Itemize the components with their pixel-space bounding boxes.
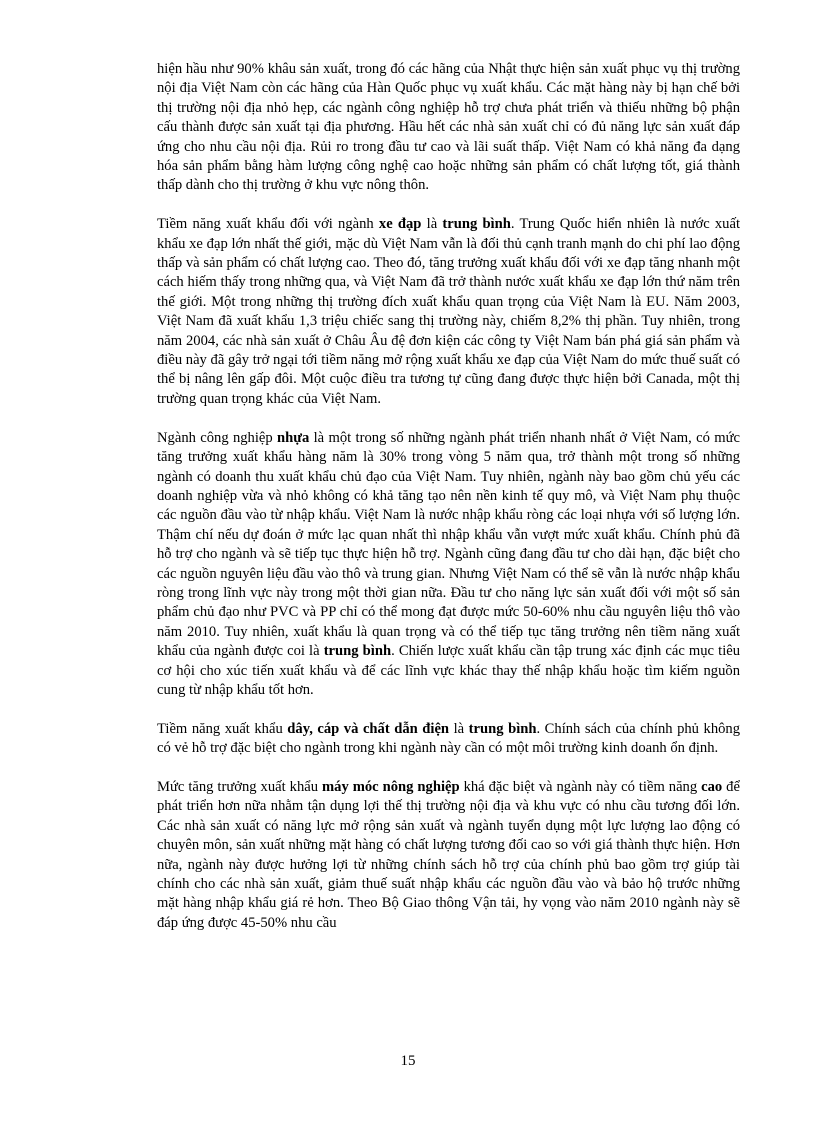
- text-run: hiện hầu như 90% khâu sản xuất, trong đó các hãng của Nhật thực hiện sản xuất phục vụ thị trường nội địa Việt Nam còn các hãng của Hàn Quốc phục vụ xuất khẩu. Các mặt hàng này bị hạn chế bởi thị trường nội địa nhỏ hẹp, các ngành công nghiệp hỗ trợ chưa phát triển và thiếu những bộ phận cấu thành được sản xuất tại địa phương. Hầu hết các nhà sản xuất chỉ có đủ năng lực sản xuất đáp ứng cho nhu cầu nội địa. Rủi ro trong đầu tư cao và lãi suất thấp. Việt Nam có khả năng đa dạng hóa sản phẩm bằng hàm lượng công nghệ cao hoặc những sản phẩm có chất lượng tốt, giá thành thấp dành cho thị trường ở khu vực nông thôn.: [157, 61, 740, 194]
- document-body: [157, 60, 740, 953]
- text-run: Ngành công nghiệp: [157, 429, 277, 446]
- bold-term: dây, cáp và chất dẫn điện: [287, 720, 450, 737]
- text-run: Mức tăng trưởng xuất khẩu: [157, 778, 322, 795]
- text-run: Tiềm năng xuất khẩu đối với ngành: [157, 216, 379, 233]
- paragraph-1: [157, 60, 740, 196]
- text-run: . Chính sách của chính phủ không có vẻ hỗ trợ đặc biệt cho ngành trong khi ngành này cần có một môi trường kinh doanh ổn định.: [157, 720, 741, 757]
- bold-term: cao: [701, 778, 723, 795]
- bold-term: trung bình: [323, 643, 392, 660]
- text-run: khá đặc biệt và ngành này có tiềm năng: [459, 778, 702, 795]
- text-run: là một trong số những ngành phát triển nhanh nhất ở Việt Nam, có mức tăng trưởng xuất khẩu hàng năm là 30% trong vòng 5 năm qua, trở thành một trong số những ngành có doanh thu xuất khẩu chủ đạo của Việt Nam. Tuy nhiên, ngành này bao gồm chủ yếu các doanh nghiệp vừa và nhỏ không có khả tăng tạo nên nền kinh tế quy mô, và Việt Nam phụ thuộc các nguồn đầu vào từ nhập khẩu. Việt Nam là nước nhập khẩu ròng các loại nhựa với số lượng lớn. Thậm chí nếu dự đoán ở mức lạc quan nhất thì nhập khẩu vẫn vượt mức xuất khẩu. Chính phủ đã hỗ trợ cho ngành và sẽ tiếp tục thực hiện hỗ trợ. Ngành cũng đang đầu tư cho dài hạn, đặc biệt cho các nguồn nguyên liệu đầu vào thô và trung gian. Nhưng Việt Nam có thể sẽ vẫn là nước nhập khẩu ròng trong lĩnh vực này trong một thời gian nữa. Đầu tư cho năng lực sản xuất đối với một số sản phẩm chủ đạo như PVC và PP chỉ có thể mong đạt được mức 50-60% nhu cầu nguyên liệu thô vào năm 2010. Tuy nhiên, xuất khẩu là quan trọng và có thể tiếp tục tăng trưởng nên tiềm năng xuất khẩu của ngành được coi là: [157, 429, 740, 660]
- text-run: Tiềm năng xuất khẩu: [157, 720, 288, 737]
- paragraph-2: [157, 215, 740, 409]
- paragraph-3: [157, 429, 740, 701]
- page-number: 15: [400, 1053, 416, 1069]
- text-run: để phát triển hơn nữa nhằm tận dụng lợi thế thị trường nội địa và khu vực có nhu cầu tương đối lớn. Các nhà sản xuất có năng lực mở rộng sản xuất và ngành tuyển dụng một lực lượng lao động có chuyên môn, sản xuất những mặt hàng có chất lượng tương đối cao so với giá thành thực hiện. Hơn nữa, ngành này được hưởng lợi từ những chính sách hỗ trợ của chính phủ bao gồm trợ giúp tài chính cho các nhà sản xuất, giảm thuế suất nhập khẩu các nguồn đầu vào và bảo hộ trước những mặt hàng nhập khẩu giá rẻ hơn. Theo Bộ Giao thông Vận tải, hy vọng vào năm 2010 ngành này sẽ đáp ứng được 45-50% nhu cầu: [157, 778, 740, 931]
- text-run: là: [449, 720, 469, 737]
- bold-term: trung bình: [442, 216, 511, 233]
- text-run: là: [421, 216, 443, 233]
- bold-term: xe đạp: [378, 216, 422, 233]
- paragraph-5: [157, 778, 740, 933]
- bold-term: trung bình: [468, 720, 537, 737]
- paragraph-4: [157, 720, 740, 759]
- bold-term: nhựa: [277, 429, 310, 446]
- text-run: . Trung Quốc hiển nhiên là nước xuất khẩu xe đạp lớn nhất thế giới, mặc dù Việt Nam vẫn là đối thủ cạnh tranh mạnh do chi phí lao động thấp và sản phẩm có chất lượng cao. Theo đó, tăng trưởng xuất khẩu đối với xe đạp tăng nhanh một cách hiếm thấy trong những qua, và Việt Nam đã trở thành nước xuất khẩu xe đạp lớn thứ năm trên thế giới. Một trong những thị trường đích xuất khẩu quan trọng của Việt Nam là EU. Năm 2003, Việt Nam đã xuất khẩu 1,3 triệu chiếc sang thị trường này, chiếm 8,2% thị phần. Tuy nhiên, trong năm 2004, các nhà sản xuất ở Châu Âu đệ đơn kiện các công ty Việt Nam bán phá giá sản phẩm và điều này đã gây trở ngại tới tiềm năng mở rộng xuất khẩu xe đạp của Việt Nam do mức thuế suất có thể bị nâng lên gấp đôi. Một cuộc điều tra tương tự cũng đang được thực hiện bởi Canada, một thị trường quan trọng khác của Việt Nam.: [157, 216, 741, 407]
- text-run: . Chiến lược xuất khẩu cần tập trung xác định các mục tiêu cơ hội cho xúc tiến xuất khẩu và để các lĩnh vực khác thay thế nhập khẩu hoặc tìm kiếm nguồn cung từ nhập khẩu tốt hơn.: [157, 643, 741, 698]
- bold-term: máy móc nông nghiệp: [321, 778, 460, 795]
